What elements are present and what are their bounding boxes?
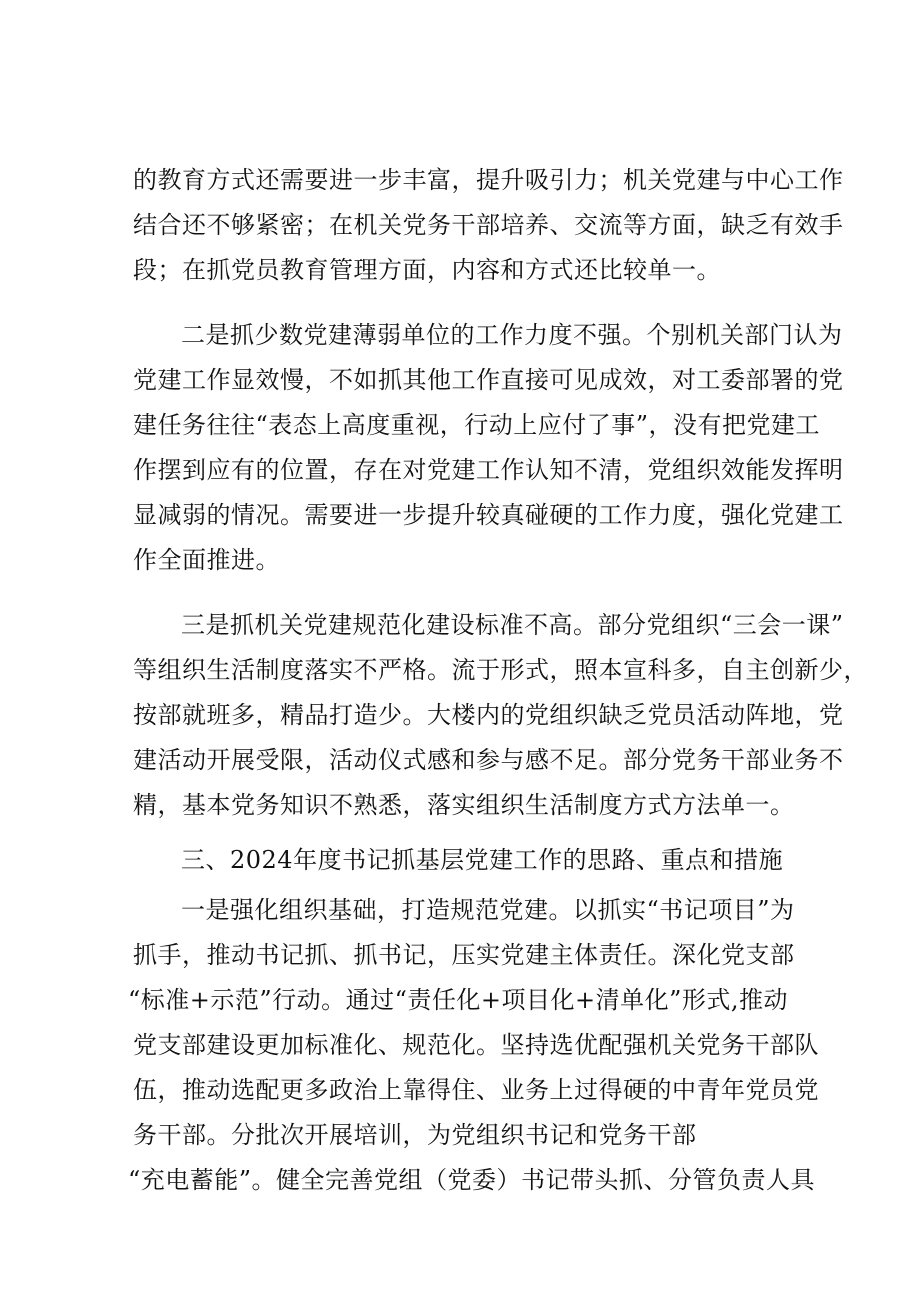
text-line: 务干部。分批次开展培训，为党组织书记和党务干部 xyxy=(133,1121,697,1149)
text-line: 抓手，推动书记抓、抓书记，压实党建主体责任。深化党支部 xyxy=(133,941,795,969)
text-line: 三是抓机关党建规范化建设标准不高。部分党组织“三会一课” xyxy=(181,611,844,639)
text-line: 作摆到应有的位置，存在对党建工作认知不清，党组织效能发挥明 xyxy=(133,456,844,484)
text-line: 等组织生活制度落实不严格。流于形式，照本宣科多，自主创新少， xyxy=(133,656,868,684)
text-line: 段；在抓党员教育管理方面，内容和方式还比较单一。 xyxy=(133,256,721,284)
text-line: 的教育方式还需要进一步丰富，提升吸引力；机关党建与中心工作 xyxy=(133,166,844,194)
text-line: 二是抓少数党建薄弱单位的工作力度不强。个别机关部门认为 xyxy=(181,321,843,349)
text-line: 作全面推进。 xyxy=(133,546,280,574)
text-line: 显减弱的情况。需要进一步提升较真碰硬的工作力度，强化党建工 xyxy=(133,501,844,529)
text-line: 精，基本党务知识不熟悉，落实组织生活制度方式方法单一。 xyxy=(133,791,795,819)
text-line: “标准+示范”行动。通过“责任化+项目化+清单化”形式,推动 xyxy=(128,986,789,1014)
text-line: 建任务往往“表态上高度重视，行动上应付了事”，没有把党建工 xyxy=(133,411,821,439)
text-line: 结合还不够紧密；在机关党务干部培养、交流等方面，缺乏有效手 xyxy=(133,211,844,239)
text-line: 建活动开展受限，活动仪式感和参与感不足。部分党务干部业务不 xyxy=(133,746,844,774)
section-heading: 三、2024年度书记抓基层党建工作的思路、重点和措施 xyxy=(181,846,784,874)
text-line: 伍，推动选配更多政治上靠得住、业务上过得硬的中青年党员党 xyxy=(133,1076,819,1104)
text-line: 党建工作显效慢，不如抓其他工作直接可见成效，对工委部署的党 xyxy=(133,366,844,394)
text-line: “充电蓄能”。健全完善党组（党委）书记带头抓、分管负责人具 xyxy=(128,1166,816,1194)
text-line: 党支部建设更加标准化、规范化。坚持选优配强机关党务干部队 xyxy=(133,1031,819,1059)
text-line: 按部就班多，精品打造少。大楼内的党组织缺乏党员活动阵地，党 xyxy=(133,701,844,729)
text-line: 一是强化组织基础，打造规范党建。以抓实“书记项目”为 xyxy=(181,896,795,924)
